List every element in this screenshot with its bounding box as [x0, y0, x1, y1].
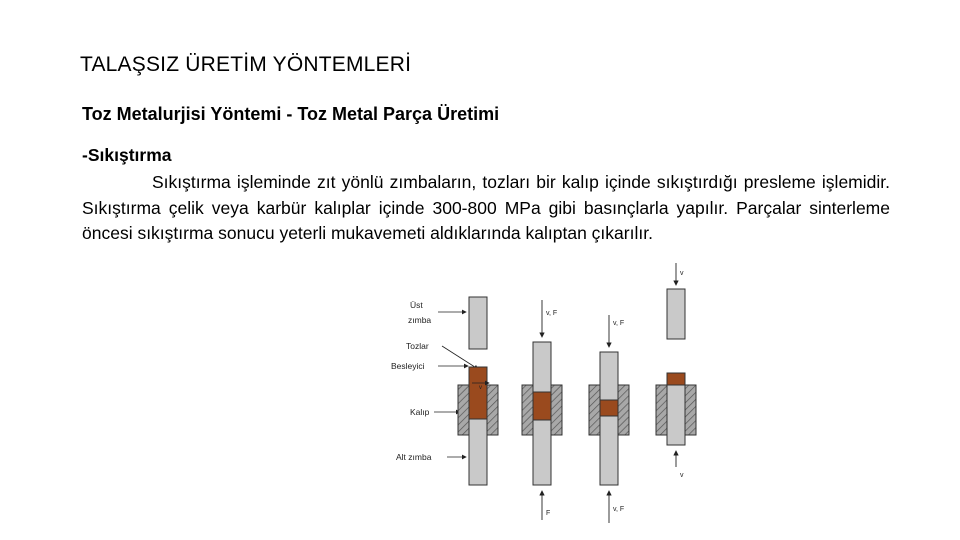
label-feeder: Besleyici: [391, 361, 425, 371]
svg-text:v: v: [680, 472, 684, 479]
slide-subtitle: Toz Metalurjisi Yöntemi - Toz Metal Parça Üretimi: [82, 104, 500, 124]
stage-final: [589, 315, 629, 523]
body-paragraph: Sıkıştırma işleminde zıt yönlü zımbaların, tozları bir kalıp içinde sıkıştırdığı presleme işlemidir. Sıkıştırma çelik veya karbür kalıplar içinde 300-800 MPa gibi basınçlarla yapılır. Parçalar sinterleme öncesi sıkıştırma sonucu yeterli mukavemeti aldıklarında kalıptan çıkarılır.: [82, 172, 890, 243]
slide-title: TALAŞSIZ ÜRETİM YÖNTEMLERİ: [80, 53, 412, 76]
label-lower-punch: Alt zımba: [396, 452, 432, 462]
svg-text:v, F: v, F: [546, 310, 558, 317]
svg-text:v, F: v, F: [613, 320, 625, 327]
label-powders: Tozlar: [406, 341, 429, 351]
section-heading: -Sıkıştırma: [82, 145, 172, 165]
label-die: Kalıp: [410, 407, 430, 417]
stage-eject: [656, 263, 696, 479]
svg-text:v: v: [680, 270, 684, 277]
compaction-diagram: [380, 255, 700, 525]
svg-text:F: F: [546, 510, 551, 517]
label-upper-punch-2: zımba: [408, 315, 432, 325]
svg-text:v: v: [479, 385, 482, 391]
svg-text:v, F: v, F: [613, 506, 625, 513]
label-upper-punch-1: Üst: [410, 300, 423, 310]
stage-compact: [522, 300, 562, 520]
